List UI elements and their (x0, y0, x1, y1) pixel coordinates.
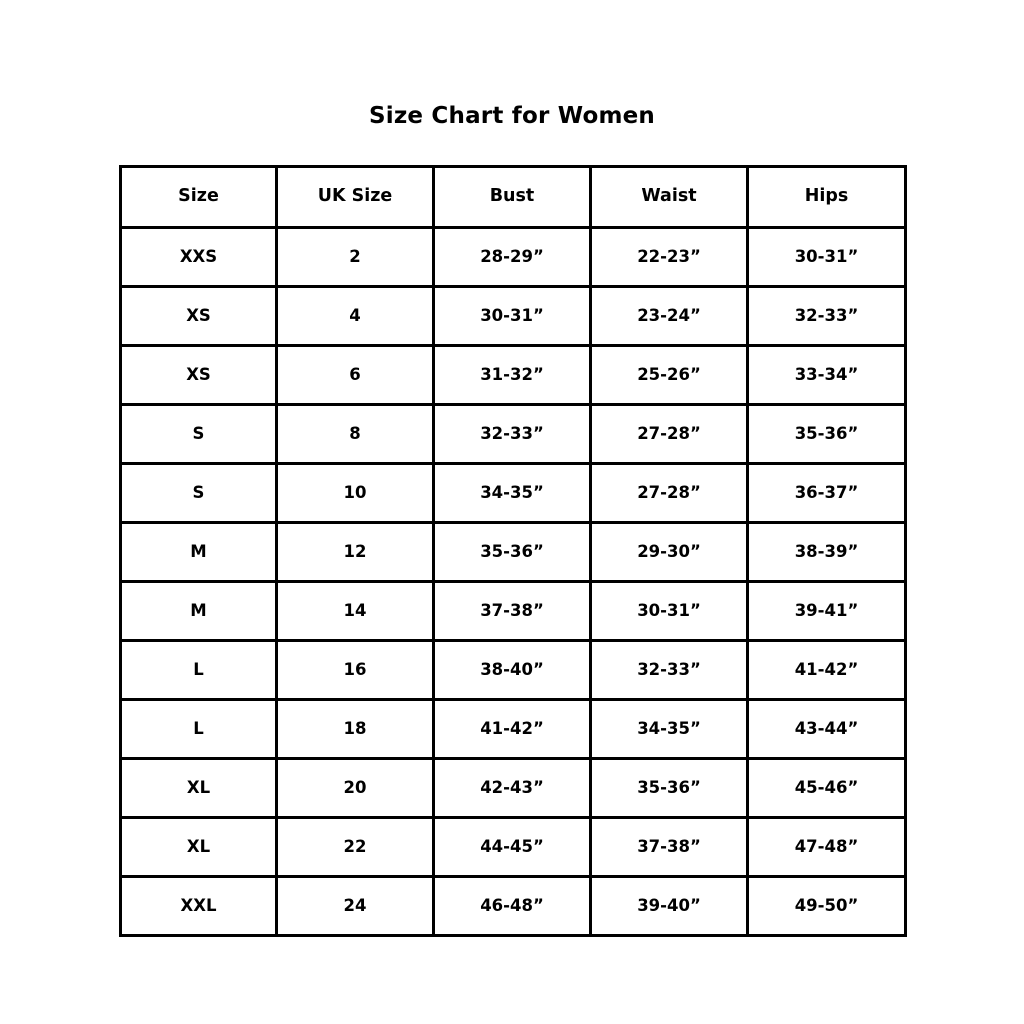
cell-size: S (121, 464, 277, 523)
cell-size: L (121, 641, 277, 700)
cell-bust: 37-38” (434, 582, 591, 641)
column-header-size: Size (121, 167, 277, 228)
cell-bust: 32-33” (434, 405, 591, 464)
cell-bust: 30-31” (434, 287, 591, 346)
cell-uk-size: 18 (277, 700, 434, 759)
cell-uk-size: 8 (277, 405, 434, 464)
cell-bust: 28-29” (434, 228, 591, 287)
cell-bust: 34-35” (434, 464, 591, 523)
table-header-row (121, 167, 906, 228)
cell-bust: 31-32” (434, 346, 591, 405)
cell-uk-size: 20 (277, 759, 434, 818)
cell-waist: 22-23” (591, 228, 748, 287)
table-row (121, 346, 906, 405)
cell-waist: 32-33” (591, 641, 748, 700)
cell-size: M (121, 523, 277, 582)
cell-hips: 45-46” (748, 759, 906, 818)
cell-size: XS (121, 287, 277, 346)
column-header-uk-size: UK Size (277, 167, 434, 228)
column-header-hips: Hips (748, 167, 906, 228)
cell-waist: 37-38” (591, 818, 748, 877)
table-row (121, 700, 906, 759)
column-header-bust: Bust (434, 167, 591, 228)
size-chart-table-container (119, 165, 904, 937)
table-row (121, 287, 906, 346)
cell-waist: 25-26” (591, 346, 748, 405)
cell-hips: 49-50” (748, 877, 906, 936)
cell-waist: 30-31” (591, 582, 748, 641)
table-row (121, 582, 906, 641)
cell-bust: 44-45” (434, 818, 591, 877)
cell-bust: 38-40” (434, 641, 591, 700)
cell-hips: 41-42” (748, 641, 906, 700)
cell-waist: 27-28” (591, 405, 748, 464)
table-row (121, 464, 906, 523)
cell-size: XL (121, 759, 277, 818)
cell-hips: 36-37” (748, 464, 906, 523)
table-row (121, 228, 906, 287)
cell-uk-size: 12 (277, 523, 434, 582)
cell-waist: 34-35” (591, 700, 748, 759)
cell-uk-size: 22 (277, 818, 434, 877)
table-row (121, 759, 906, 818)
table-row (121, 523, 906, 582)
cell-size: XXL (121, 877, 277, 936)
cell-bust: 35-36” (434, 523, 591, 582)
cell-bust: 42-43” (434, 759, 591, 818)
cell-uk-size: 14 (277, 582, 434, 641)
cell-uk-size: 16 (277, 641, 434, 700)
cell-uk-size: 4 (277, 287, 434, 346)
cell-hips: 39-41” (748, 582, 906, 641)
cell-hips: 35-36” (748, 405, 906, 464)
cell-bust: 46-48” (434, 877, 591, 936)
cell-size: XXS (121, 228, 277, 287)
cell-uk-size: 2 (277, 228, 434, 287)
cell-bust: 41-42” (434, 700, 591, 759)
cell-waist: 29-30” (591, 523, 748, 582)
cell-uk-size: 10 (277, 464, 434, 523)
cell-hips: 30-31” (748, 228, 906, 287)
table-row (121, 877, 906, 936)
cell-size: XS (121, 346, 277, 405)
page-title: Size Chart for Women (368, 103, 655, 129)
cell-size: XL (121, 818, 277, 877)
cell-uk-size: 6 (277, 346, 434, 405)
cell-size: S (121, 405, 277, 464)
cell-waist: 35-36” (591, 759, 748, 818)
table-row (121, 641, 906, 700)
size-chart-table (119, 165, 907, 937)
cell-size: L (121, 700, 277, 759)
table-row (121, 818, 906, 877)
table-row (121, 405, 906, 464)
cell-hips: 38-39” (748, 523, 906, 582)
cell-uk-size: 24 (277, 877, 434, 936)
cell-hips: 47-48” (748, 818, 906, 877)
cell-waist: 27-28” (591, 464, 748, 523)
cell-hips: 43-44” (748, 700, 906, 759)
column-header-waist: Waist (591, 167, 748, 228)
cell-hips: 33-34” (748, 346, 906, 405)
cell-hips: 32-33” (748, 287, 906, 346)
cell-waist: 39-40” (591, 877, 748, 936)
cell-waist: 23-24” (591, 287, 748, 346)
cell-size: M (121, 582, 277, 641)
